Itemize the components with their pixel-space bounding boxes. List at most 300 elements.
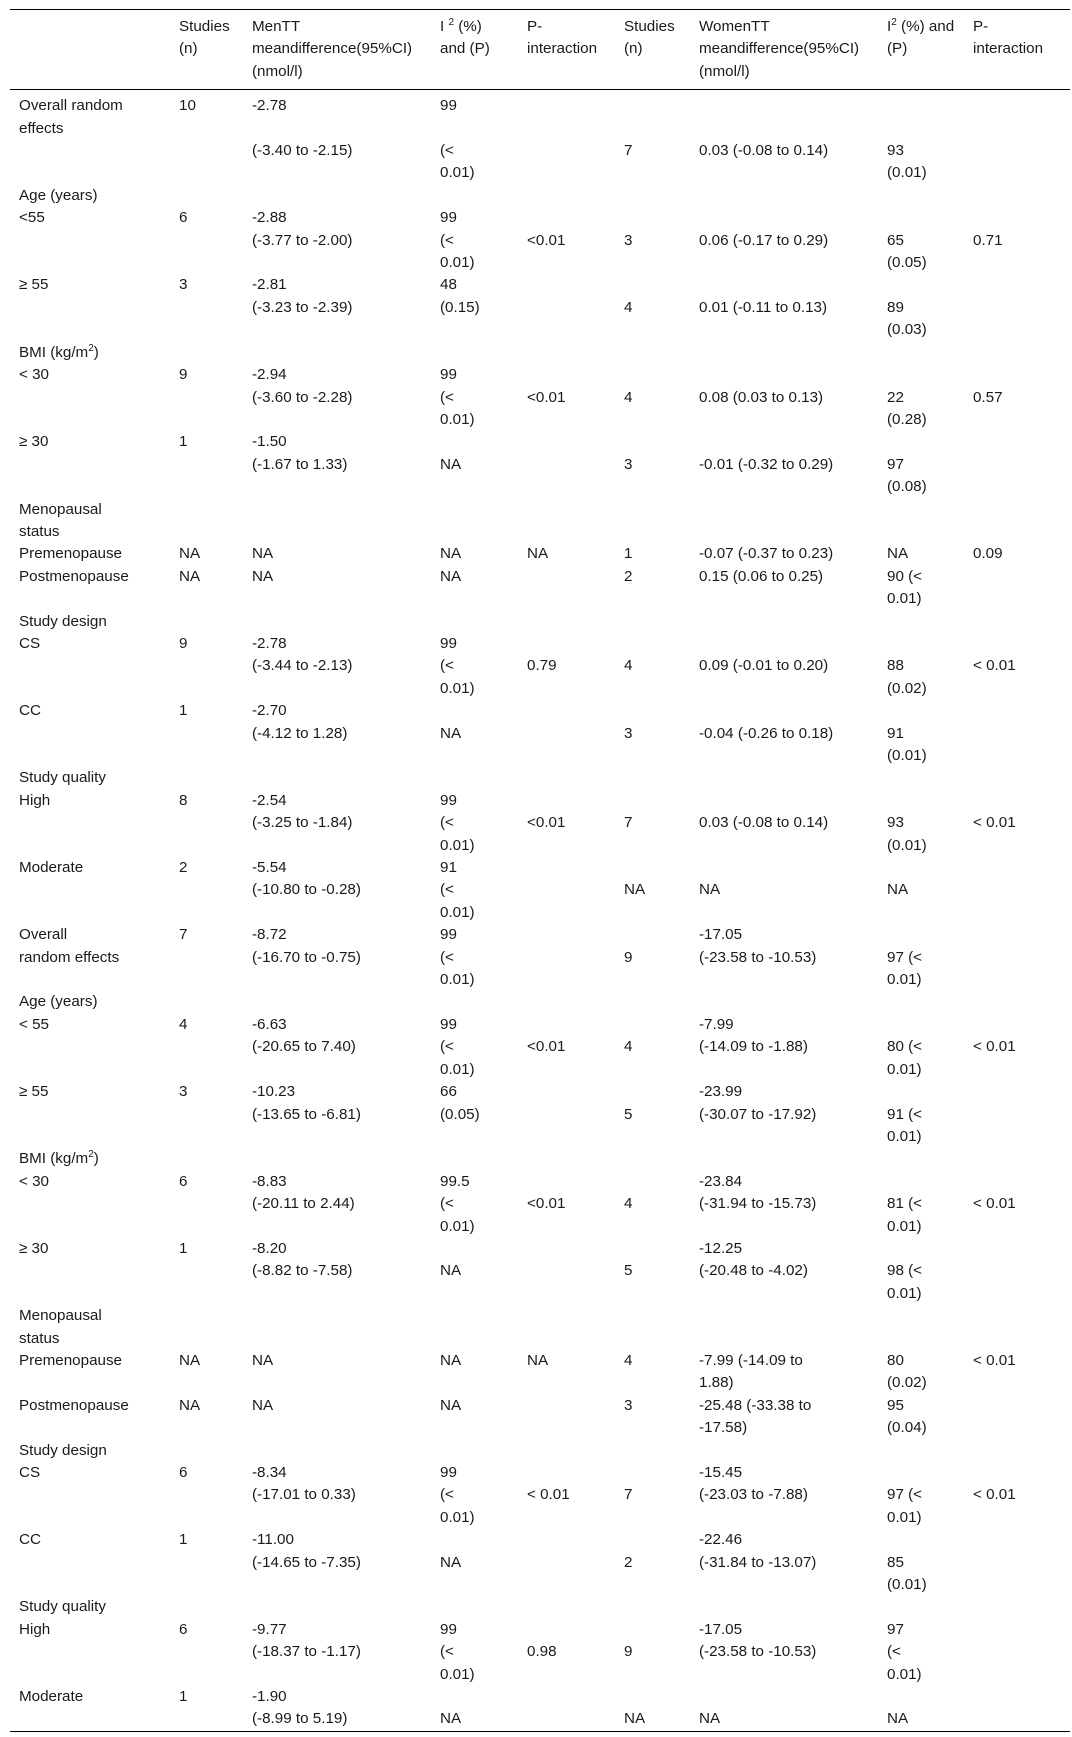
table-cell: 1 <box>179 1239 188 1257</box>
table-cell <box>518 633 615 655</box>
table-cell: (-4.12 to 1.28) <box>252 724 348 742</box>
table-cell <box>615 1148 690 1170</box>
results-table <box>10 9 1070 1732</box>
table-cell: -2.78 <box>252 634 287 652</box>
table-cell <box>615 1462 690 1484</box>
table-cell: < 0.01 <box>527 1486 570 1504</box>
table-cell <box>964 991 1070 1013</box>
table-cell: 97 (0.08) <box>887 455 927 496</box>
table-row <box>10 633 1070 655</box>
table-cell: 99 <box>440 1015 457 1033</box>
table-cell <box>10 297 170 342</box>
table-cell: 4 <box>624 298 633 316</box>
table-header <box>10 10 1070 90</box>
table-cell: 91 <box>440 859 457 877</box>
table-cell: -7.99 <box>699 1015 734 1033</box>
table-cell: (0.15) <box>440 298 480 316</box>
table-row <box>10 1036 1070 1081</box>
header-row <box>10 10 1070 90</box>
table-cell: 6 <box>179 209 188 227</box>
table-cell: Study design <box>19 1441 107 1459</box>
table-cell: 1 <box>179 1531 188 1549</box>
table-cell <box>878 1081 964 1103</box>
table-cell: 1 <box>179 702 188 720</box>
table-cell: (-20.65 to 7.40) <box>252 1038 356 1056</box>
table-row <box>10 342 1070 364</box>
table-cell <box>690 1440 878 1462</box>
table-cell <box>243 1305 431 1350</box>
table-cell <box>690 611 878 633</box>
table-cell <box>431 499 518 544</box>
table-cell <box>690 207 878 229</box>
table-cell: (-3.60 to -2.28) <box>252 388 353 406</box>
table-cell <box>690 767 878 789</box>
table-cell: (< 0.01) <box>440 1643 475 1683</box>
table-cell <box>615 274 690 296</box>
table-row <box>10 1596 1070 1618</box>
table-cell: 2 <box>179 859 188 877</box>
table-cell <box>964 767 1070 789</box>
table-row <box>10 185 1070 207</box>
table-cell <box>615 633 690 655</box>
table-cell: Postmenopause <box>19 1396 129 1414</box>
table-cell: 0.03 (-0.08 to 0.14) <box>699 142 829 160</box>
table-cell <box>964 566 1070 611</box>
table-cell: 97 (< 0.01) <box>887 1486 923 1526</box>
table-cell <box>964 857 1070 879</box>
table-cell: 81 (< 0.01) <box>887 1195 923 1235</box>
table-cell <box>964 611 1070 633</box>
table-row <box>10 499 1070 544</box>
table-row <box>10 1462 1070 1484</box>
table-cell <box>518 1686 615 1708</box>
table-cell: (< 0.01) <box>440 814 475 854</box>
table-cell <box>964 633 1070 655</box>
table-cell <box>690 342 878 364</box>
table-cell <box>518 947 615 992</box>
table-cell <box>170 1193 243 1238</box>
table-cell: 7 <box>179 926 188 944</box>
table-cell <box>615 431 690 453</box>
table-cell <box>518 1619 615 1641</box>
table-cell <box>170 991 243 1013</box>
table-cell: 6 <box>179 1620 188 1638</box>
table-cell <box>518 342 615 364</box>
table-cell <box>878 90 964 140</box>
table-cell <box>878 1686 964 1708</box>
table-cell: 4 <box>624 1351 633 1369</box>
table-cell <box>615 611 690 633</box>
table-cell: <0.01 <box>527 814 566 832</box>
table-cell <box>690 857 878 879</box>
table-cell <box>964 1148 1070 1170</box>
table-cell: NA <box>440 724 462 742</box>
table-cell <box>964 207 1070 229</box>
table-cell <box>690 1148 878 1170</box>
table-row <box>10 1350 1070 1395</box>
table-cell: CS <box>19 1464 41 1481</box>
table-cell <box>690 90 878 140</box>
table-cell <box>170 1440 243 1462</box>
table-cell <box>431 185 518 207</box>
table-cell <box>518 924 615 946</box>
table-cell <box>518 297 615 342</box>
table-cell <box>690 274 878 296</box>
table-cell: < 0.01 <box>973 1038 1016 1056</box>
table-cell <box>518 1305 615 1350</box>
table-cell <box>878 633 964 655</box>
table-cell: 4 <box>624 388 633 406</box>
table-cell <box>964 1686 1070 1708</box>
table-cell: (-10.80 to -0.28) <box>252 881 361 899</box>
table-cell <box>431 1148 518 1170</box>
column-header: Studies (n) <box>624 18 675 58</box>
table-cell: 9 <box>624 1643 633 1661</box>
table-cell <box>10 1260 170 1305</box>
table-cell: 0.03 (-0.08 to 0.14) <box>699 814 829 832</box>
table-cell <box>518 879 615 924</box>
table-cell <box>518 790 615 812</box>
table-cell: 4 <box>624 1038 633 1056</box>
table-cell: (-13.65 to -6.81) <box>252 1105 361 1123</box>
table-cell <box>243 1440 431 1462</box>
table-row <box>10 1484 1070 1529</box>
table-cell <box>964 454 1070 499</box>
table-cell: NA <box>440 567 462 585</box>
table-cell: -17.05 <box>699 1620 743 1638</box>
table-row <box>10 947 1070 992</box>
table-cell: 2 <box>624 567 633 585</box>
table-cell <box>964 1462 1070 1484</box>
table-cell: 99.5 <box>440 1172 470 1190</box>
table-row <box>10 655 1070 700</box>
table-cell <box>878 611 964 633</box>
table-cell: 89 (0.03) <box>887 298 927 339</box>
table-cell: NA <box>624 1710 646 1728</box>
table-cell: ≥ 30 <box>19 433 49 451</box>
table-cell: 3 <box>624 1396 633 1414</box>
table-cell: (-23.58 to -10.53) <box>699 1643 817 1661</box>
table-row <box>10 454 1070 499</box>
table-cell <box>518 364 615 386</box>
table-cell: Overall random effects <box>19 97 123 137</box>
table-cell: -1.90 <box>252 1688 287 1706</box>
column-header: MenTT meandifference(95%CI) (nmol/l) <box>252 18 413 80</box>
table-cell <box>878 790 964 812</box>
table-cell <box>518 499 615 544</box>
table-cell <box>431 431 518 453</box>
table-row <box>10 1305 1070 1350</box>
table-cell: 99 <box>440 1620 457 1638</box>
table-cell <box>518 723 615 768</box>
table-cell: NA <box>252 1351 274 1369</box>
column-header: $I^2$ (%) and (P) <box>887 16 955 58</box>
table-cell: <0.01 <box>527 388 566 406</box>
table-cell <box>615 499 690 544</box>
table-cell <box>964 1708 1070 1731</box>
table-cell: random effects <box>19 948 120 966</box>
table-cell <box>10 1484 170 1529</box>
table-cell: NA <box>440 1396 462 1414</box>
table-cell: 3 <box>624 455 633 473</box>
table-cell: -11.00 <box>252 1531 294 1549</box>
table-row <box>10 1552 1070 1597</box>
table-cell <box>615 90 690 140</box>
table-cell <box>431 1238 518 1260</box>
table-cell <box>243 767 431 789</box>
table-row <box>10 767 1070 789</box>
table-cell <box>518 90 615 140</box>
table-cell: 99 <box>440 634 457 652</box>
table-cell <box>964 90 1070 140</box>
table-cell <box>431 1596 518 1618</box>
table-cell: 10 <box>179 97 196 115</box>
table-cell <box>518 991 615 1013</box>
table-cell <box>170 611 243 633</box>
table-cell <box>518 611 615 633</box>
table-cell <box>690 185 878 207</box>
table-cell: -15.45 <box>699 1464 743 1481</box>
table-cell: Menopausal status <box>19 1307 102 1347</box>
table-cell <box>518 1104 615 1149</box>
table-cell <box>878 274 964 296</box>
table-row <box>10 1529 1070 1551</box>
table-cell: Age (years) <box>19 993 98 1011</box>
table-cell <box>170 812 243 857</box>
table-row <box>10 857 1070 879</box>
table-cell: 7 <box>624 814 633 832</box>
table-row <box>10 1014 1070 1036</box>
table-cell <box>964 1529 1070 1551</box>
table-cell: -8.20 <box>252 1239 287 1257</box>
table-cell <box>615 924 690 946</box>
table-cell: (-3.23 to -2.39) <box>252 298 353 316</box>
table-row <box>10 723 1070 768</box>
table-row <box>10 1708 1070 1731</box>
table-cell: -8.83 <box>252 1172 287 1190</box>
table-cell <box>243 499 431 544</box>
table-cell: Moderate <box>19 1688 84 1706</box>
table-cell <box>518 454 615 499</box>
table-cell: CC <box>19 702 41 720</box>
table-cell: 0.98 <box>527 1643 557 1661</box>
table-cell <box>964 185 1070 207</box>
table-cell <box>964 947 1070 992</box>
table-cell: 0.79 <box>527 657 557 675</box>
table-cell: 99 <box>440 366 457 384</box>
table-cell <box>690 1686 878 1708</box>
table-cell <box>243 1596 431 1618</box>
table-cell <box>964 1104 1070 1149</box>
table-row <box>10 790 1070 812</box>
table-cell <box>615 1014 690 1036</box>
table-cell <box>964 1081 1070 1103</box>
table-row <box>10 1148 1070 1170</box>
table-cell <box>878 1014 964 1036</box>
table-cell <box>170 1260 243 1305</box>
table-cell <box>964 1440 1070 1462</box>
table-cell <box>170 1708 243 1731</box>
table-cell <box>615 767 690 789</box>
table-cell: 65 (0.05) <box>887 231 927 272</box>
table-cell: 80 (0.02) <box>887 1351 927 1392</box>
table-cell <box>690 364 878 386</box>
table-row <box>10 1104 1070 1149</box>
table-cell: -25.48 (-33.38 to -17.58) <box>699 1396 812 1437</box>
table-row <box>10 611 1070 633</box>
table-cell <box>170 140 243 185</box>
table-row <box>10 1619 1070 1641</box>
table-cell <box>615 1440 690 1462</box>
table-cell: Study design <box>19 612 107 630</box>
table-cell <box>518 1462 615 1484</box>
table-cell <box>878 1462 964 1484</box>
table-cell: 3 <box>179 1083 188 1101</box>
table-cell <box>518 431 615 453</box>
table-cell: -23.99 <box>699 1083 743 1101</box>
table-row <box>10 543 1070 565</box>
table-cell: 97 <box>887 1620 904 1638</box>
table-cell: (< 0.01) <box>440 1486 475 1526</box>
table-cell: -0.01 (-0.32 to 0.29) <box>699 455 834 473</box>
table-cell <box>518 185 615 207</box>
table-body <box>10 90 1070 1732</box>
table-cell <box>10 140 170 185</box>
column-header <box>10 10 170 90</box>
table-cell: NA <box>252 567 274 585</box>
table-cell: 5 <box>624 1105 633 1123</box>
table-row <box>10 297 1070 342</box>
table-cell: -7.99 (-14.09 to 1.88) <box>699 1351 803 1392</box>
table-cell <box>170 1148 243 1170</box>
table-cell: -2.78 <box>252 97 287 115</box>
table-cell: 97 (< 0.01) <box>887 948 923 989</box>
table-cell <box>10 879 170 924</box>
table-cell <box>615 342 690 364</box>
table-cell <box>518 700 615 722</box>
table-cell: 99 <box>440 1464 457 1481</box>
table-cell: (-8.99 to 5.19) <box>252 1710 348 1728</box>
table-cell <box>243 611 431 633</box>
table-cell <box>964 342 1070 364</box>
table-row <box>10 230 1070 275</box>
table-cell <box>690 991 878 1013</box>
table-cell <box>690 700 878 722</box>
column-header: P- interaction <box>527 18 598 58</box>
table-cell: High <box>19 791 51 809</box>
table-cell: -0.04 (-0.26 to 0.18) <box>699 724 834 742</box>
table-cell <box>518 1081 615 1103</box>
table-cell: < 0.01 <box>973 1195 1016 1213</box>
table-cell <box>878 431 964 453</box>
table-cell <box>10 812 170 857</box>
table-cell <box>170 1484 243 1529</box>
table-cell: NA <box>440 1553 462 1571</box>
table-cell <box>964 879 1070 924</box>
table-cell <box>878 924 964 946</box>
table-cell: NA <box>887 1710 909 1728</box>
table-cell: < 0.01 <box>973 1486 1016 1504</box>
table-cell <box>243 342 431 364</box>
table-cell: NA <box>887 881 909 899</box>
table-cell <box>615 700 690 722</box>
table-cell: (-20.11 to 2.44) <box>252 1195 355 1213</box>
table-cell: 7 <box>624 142 633 160</box>
table-cell: BMI $(kg/m^2)$ <box>19 342 99 361</box>
table-cell: <0.01 <box>527 1195 566 1213</box>
table-cell <box>690 1596 878 1618</box>
table-cell: Menopausal status <box>19 500 102 540</box>
table-cell: (-23.58 to -10.53) <box>699 948 817 966</box>
table-row <box>10 274 1070 296</box>
table-cell: (-8.82 to -7.58) <box>252 1262 353 1280</box>
table-cell: (-23.03 to -7.88) <box>699 1486 808 1504</box>
column-header: WomenTT meandifference(95%CI) (nmol/l) <box>699 18 860 80</box>
table-cell <box>615 790 690 812</box>
table-cell: NA <box>179 545 201 563</box>
table-cell <box>964 1552 1070 1597</box>
table-cell: (-14.09 to -1.88) <box>699 1038 808 1056</box>
table-cell <box>518 1552 615 1597</box>
table-cell: 3 <box>624 724 633 742</box>
table-cell <box>170 185 243 207</box>
table-row <box>10 924 1070 946</box>
table-cell: 85 (0.01) <box>887 1553 927 1594</box>
table-cell: (-31.94 to -15.73) <box>699 1195 817 1213</box>
table-cell <box>615 207 690 229</box>
table-cell <box>518 767 615 789</box>
table-cell: 99 <box>440 97 457 115</box>
table-cell: 91 (0.01) <box>887 724 927 764</box>
table-cell <box>170 947 243 992</box>
table-cell: ≥ 30 <box>19 1239 49 1257</box>
table-cell <box>964 1238 1070 1260</box>
table-cell <box>878 342 964 364</box>
table-cell: (-31.84 to -13.07) <box>699 1553 817 1571</box>
table-cell <box>615 1686 690 1708</box>
table-cell: NA <box>252 1396 274 1414</box>
table-cell <box>878 1305 964 1350</box>
table-cell <box>690 499 878 544</box>
table-cell: 0.09 (-0.01 to 0.20) <box>699 657 829 675</box>
table-cell <box>615 991 690 1013</box>
table-cell: 0.71 <box>973 231 1003 249</box>
table-cell <box>170 1552 243 1597</box>
table-cell: (-3.40 to -2.15) <box>252 142 353 160</box>
table-cell <box>10 1193 170 1238</box>
table-cell <box>518 1014 615 1036</box>
table-cell <box>518 1171 615 1193</box>
table-cell <box>878 499 964 544</box>
table-cell <box>964 1619 1070 1641</box>
table-cell <box>690 790 878 812</box>
table-cell <box>615 364 690 386</box>
table-cell <box>10 1104 170 1149</box>
table-cell <box>431 700 518 722</box>
table-cell <box>690 1305 878 1350</box>
table-cell: (< 0.01) <box>440 388 475 428</box>
table-cell: ≥ 55 <box>19 1083 49 1101</box>
table-cell <box>518 1148 615 1170</box>
table-cell <box>878 1440 964 1462</box>
table-cell <box>10 1036 170 1081</box>
table-cell: 1 <box>624 545 633 563</box>
table-cell <box>964 1596 1070 1618</box>
table-cell <box>964 924 1070 946</box>
table-cell <box>964 1395 1070 1440</box>
table-cell <box>964 274 1070 296</box>
table-cell: Study quality <box>19 769 106 787</box>
